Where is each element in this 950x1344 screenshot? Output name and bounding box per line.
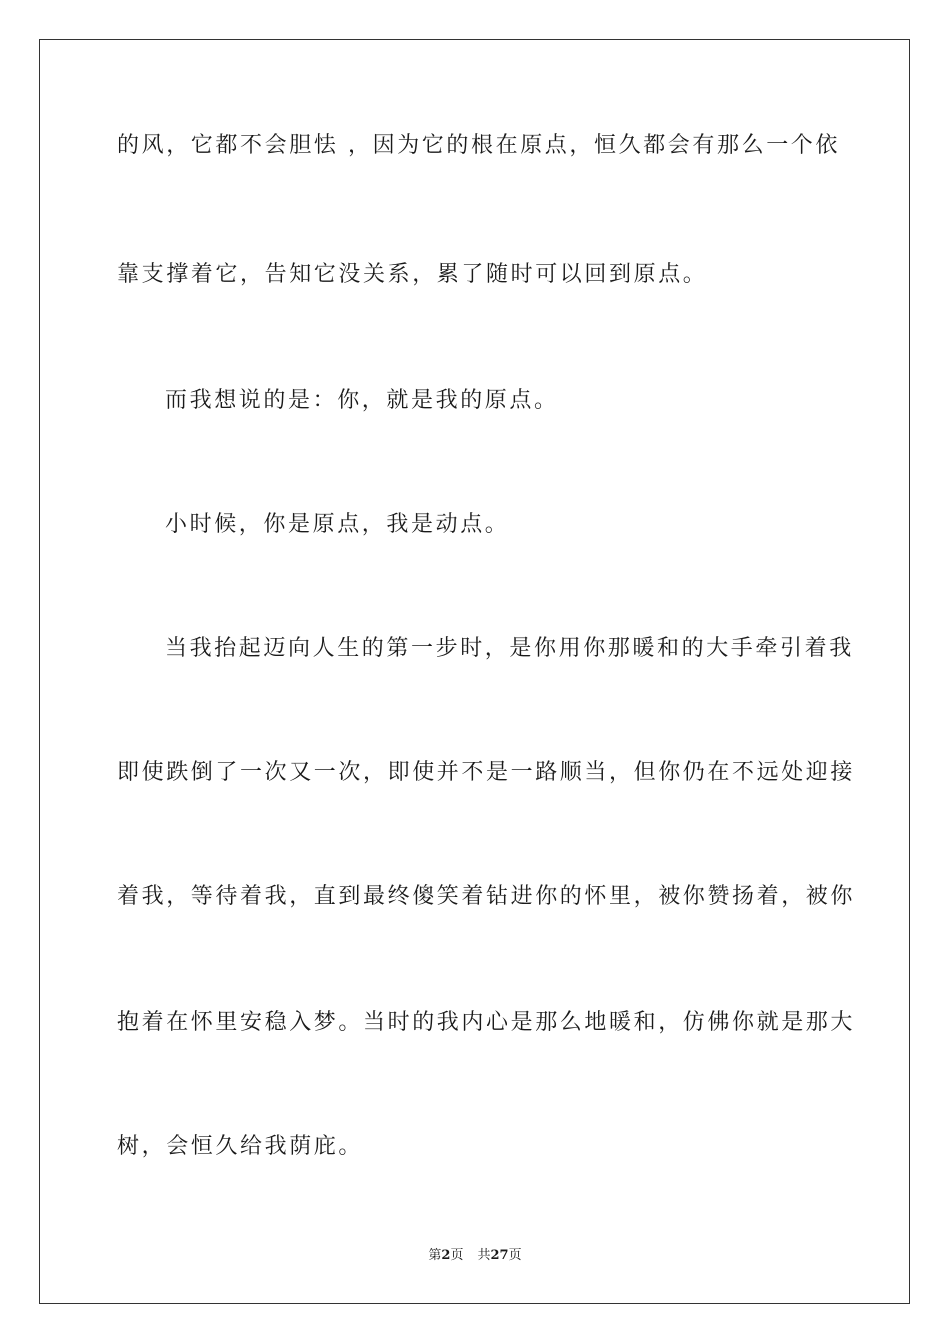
body-line-8: 抱着在怀里安稳入梦。当时的我内心是那么地暖和，仿佛你就是那大 [117, 1010, 856, 1035]
footer-page-suffix: 页 [450, 1248, 464, 1263]
body-line-7: 着我，等待着我，直到最终傻笑着钻进你的怀里，被你赞扬着，被你 [117, 884, 856, 909]
body-line-9: 树，会恒久给我荫庇。 [117, 1134, 364, 1159]
footer-page-number: 2 [441, 1248, 451, 1263]
body-line-1: 的风，它都不会胆怯 ，因为它的根在原点，恒久都会有那么一个依 [117, 133, 840, 158]
body-line-6: 即使跌倒了一次又一次，即使并不是一路顺当，但你仍在不远处迎接 [117, 760, 856, 785]
body-line-2: 靠支撑着它，告知它没关系，累了随时可以回到原点。 [117, 262, 708, 287]
page-border [39, 39, 910, 1304]
page-footer [0, 1247, 950, 1265]
body-line-3: 而我想说的是：你，就是我的原点。 [165, 388, 559, 413]
body-line-5: 当我抬起迈向人生的第一步时，是你用你那暖和的大手牵引着我 [165, 636, 854, 661]
footer-total-pages: 27 [490, 1248, 509, 1263]
footer-page-prefix: 第 [428, 1248, 442, 1263]
footer-total-suffix: 页 [508, 1248, 522, 1263]
footer-total-prefix: 共 [477, 1248, 491, 1263]
body-line-4: 小时候，你是原点，我是动点。 [165, 512, 510, 537]
